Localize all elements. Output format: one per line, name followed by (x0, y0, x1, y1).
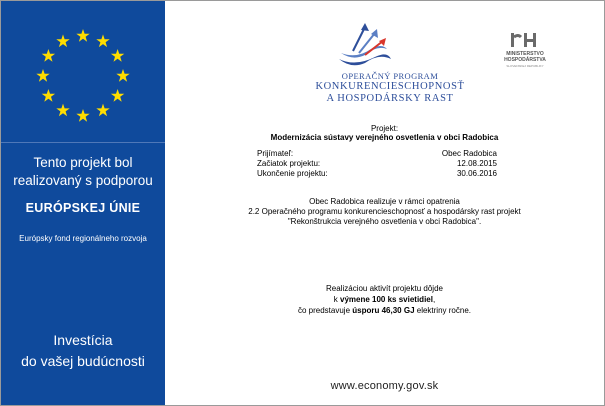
result-line-2-post: , (432, 295, 436, 304)
eu-star-icon (116, 69, 129, 82)
result-line-3 (165, 305, 604, 316)
start-label: Začiatok projektu: (257, 159, 321, 168)
eu-star-icon (56, 34, 69, 47)
end-value: 30.06.2016 (456, 169, 497, 178)
ministry-name (495, 51, 555, 69)
project-description (165, 197, 604, 227)
ministry-logo-icon (510, 31, 538, 49)
start-value: 12.08.2015 (456, 159, 497, 168)
program-subtitle: OPERAČNÝ PROGRAM (341, 71, 439, 81)
result-line-3-post: elektriny ročne. (414, 306, 471, 315)
ministry-line-1: MINISTERSTVO (506, 51, 544, 57)
program-line-1: KONKURENCIESCHOPNOSŤ (315, 81, 465, 92)
invest-line-2: do vašej budúcnosti (21, 353, 145, 369)
result-line-3-pre: čo predstavuje (298, 306, 353, 315)
project-content (165, 1, 604, 405)
project-details (257, 149, 497, 179)
eu-star-icon (56, 104, 69, 117)
description-line-2: 2.2 Operačného programu konkurencieschopnosť a hospodársky rast projekt (248, 207, 521, 216)
operational-program-title (275, 71, 505, 105)
start-row (257, 159, 497, 169)
eu-flag (1, 1, 165, 142)
eu-star-icon (76, 29, 89, 42)
eu-panel (1, 1, 165, 405)
eu-union-title: EURÓPSKEJ ÚNIE (25, 201, 141, 215)
description-line-1: Obec Radobica realizuje v rámci opatrenia (309, 197, 460, 206)
eu-star-icon (42, 49, 55, 62)
eu-fund-name: Európsky fond regionálneho rozvoja (19, 234, 147, 243)
invest-line-1: Investícia (53, 332, 113, 348)
program-line-2: A HOSPODÁRSKY RAST (326, 93, 454, 104)
eu-star-icon (76, 109, 89, 122)
result-line-2-bold: výmene 100 ks svietidiel (340, 295, 433, 304)
recipient-row (257, 149, 497, 159)
eu-star-icon (111, 49, 124, 62)
result-line-1: Realizáciou aktivít projektu dôjde (326, 284, 443, 293)
ministry-line-2: HOSPODÁRSTVA (504, 57, 546, 63)
end-label: Ukončenie projektu: (257, 169, 328, 178)
recipient-value: Obec Radobica (441, 149, 497, 158)
project-label: Projekt: (370, 124, 399, 133)
end-row (257, 169, 497, 179)
eu-star-icon (111, 89, 124, 102)
investment-slogan (5, 330, 161, 372)
operational-program-logo-icon (335, 19, 395, 69)
eu-star-icon (36, 69, 49, 82)
eu-star-icon (96, 104, 109, 117)
support-statement (5, 154, 161, 190)
support-line-1: Tento projekt bol (33, 155, 133, 170)
recipient-label: Prijímateľ: (257, 149, 294, 158)
eu-flag-stars-icon (1, 1, 165, 142)
support-line-2: realizovaný s podporou (13, 173, 153, 188)
description-line-3: "Rekonštrukcia verejného osvetlenia v obci Radobica". (287, 217, 482, 226)
project-name: Modernizácia sústavy verejného osvetlenia v obci Radobica (270, 133, 499, 142)
result-line-2-pre: k (333, 295, 341, 304)
eu-star-icon (96, 34, 109, 47)
website-link[interactable]: www.economy.gov.sk (330, 380, 439, 392)
project-result (165, 283, 604, 316)
eu-support-text (1, 142, 165, 406)
eu-star-icon (42, 89, 55, 102)
ministry-tagline: SLOVENSKEJ REPUBLIKY (506, 64, 544, 68)
result-line-2 (165, 294, 604, 305)
result-line-3-bold: úsporu 46,30 GJ (352, 306, 415, 315)
